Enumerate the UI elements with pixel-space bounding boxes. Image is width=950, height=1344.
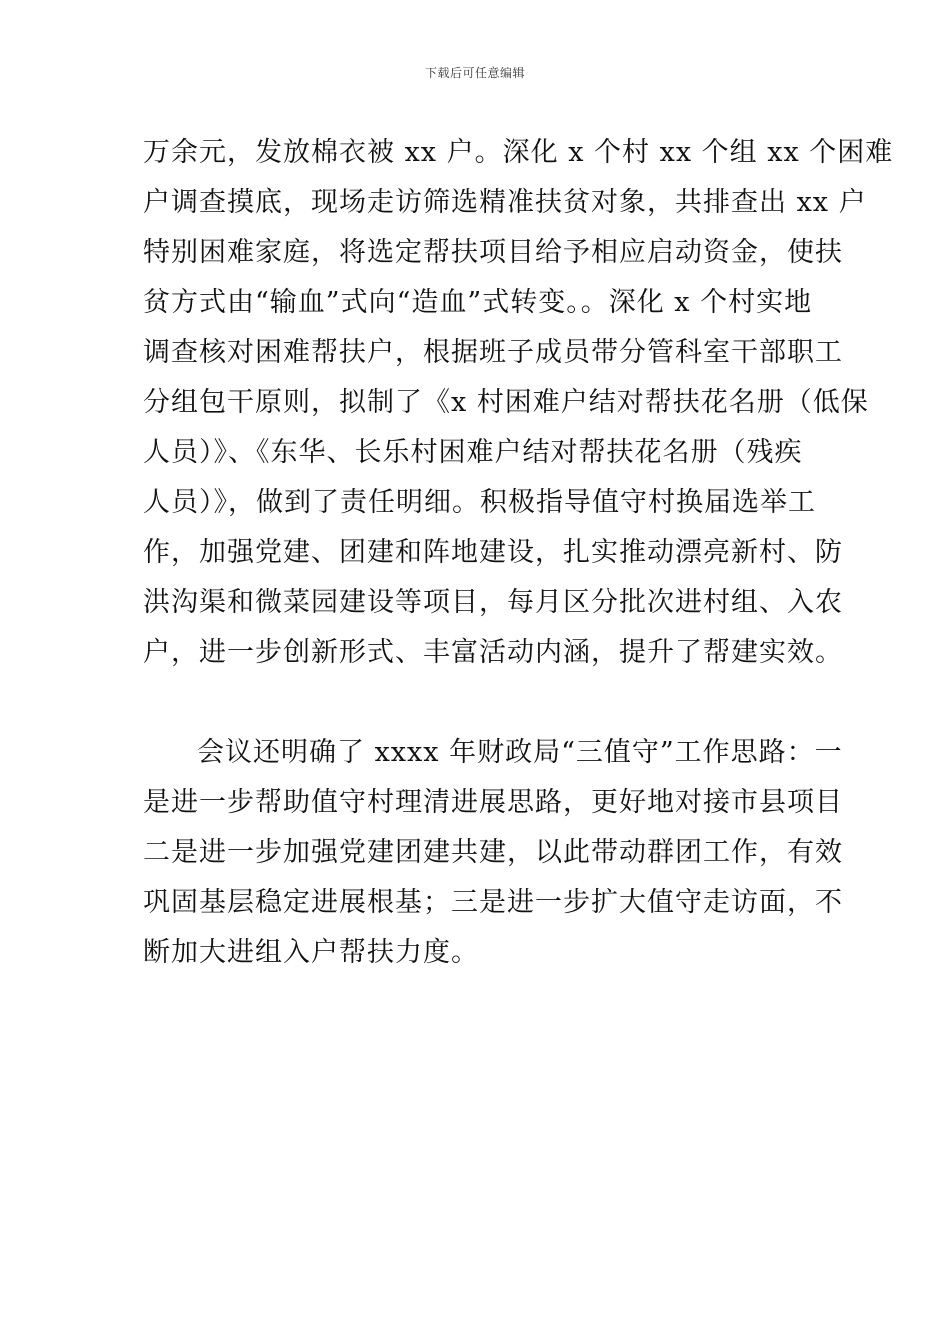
text-line: 巩固基层稳定进展根基；三是进一步扩大值守走访面，不 bbox=[143, 887, 843, 918]
text-line: 洪沟渠和微菜园建设等项目，每月区分批次进村组、入农 bbox=[143, 587, 843, 618]
text-line: 分组包干原则，拟制了《x 村困难户结对帮扶花名册（低保 bbox=[143, 387, 869, 418]
text-line: 断加大进组入户帮扶力度。 bbox=[143, 937, 479, 968]
text-line: 户调查摸底，现场走访筛选精准扶贫对象，共排查出 xx 户 bbox=[143, 187, 867, 218]
document-body bbox=[143, 128, 894, 978]
paragraph-spacer bbox=[143, 678, 813, 728]
paragraph-1 bbox=[143, 128, 894, 678]
text-line: 人员）》、《东华、长乐村困难户结对帮扶花名册（残疾 bbox=[143, 437, 803, 468]
text-line: 户，进一步创新形式、丰富活动内涵，提升了帮建实效。 bbox=[143, 637, 843, 668]
text-line: 是进一步帮助值守村理清进展思路，更好地对接市县项目 bbox=[143, 787, 843, 818]
text-line: 特别困难家庭，将选定帮扶项目给予相应启动资金，使扶 bbox=[143, 237, 843, 268]
paragraph-2 bbox=[143, 728, 843, 978]
text-line: 二是进一步加强党建团建共建，以此带动群团工作，有效 bbox=[143, 837, 843, 868]
text-line: 会议还明确了 xxxx 年财政局“三值守”工作思路：一 bbox=[197, 737, 843, 768]
page-header: 下载后可任意编辑 bbox=[424, 66, 525, 80]
text-line: 人员）》，做到了责任明细。积极指导值守村换届选举工 bbox=[143, 487, 816, 518]
text-line: 作，加强党建、团建和阵地建设，扎实推动漂亮新村、防 bbox=[143, 537, 843, 568]
text-line: 调查核对困难帮扶户，根据班子成员带分管科室干部职工 bbox=[143, 337, 843, 368]
text-line: 万余元，发放棉衣被 xx 户。深化 x 个村 xx 个组 xx 个困难 bbox=[143, 137, 894, 168]
text-line: 贫方式由“输血”式向“造血”式转变。。深化 x 个村实地 bbox=[143, 287, 813, 318]
